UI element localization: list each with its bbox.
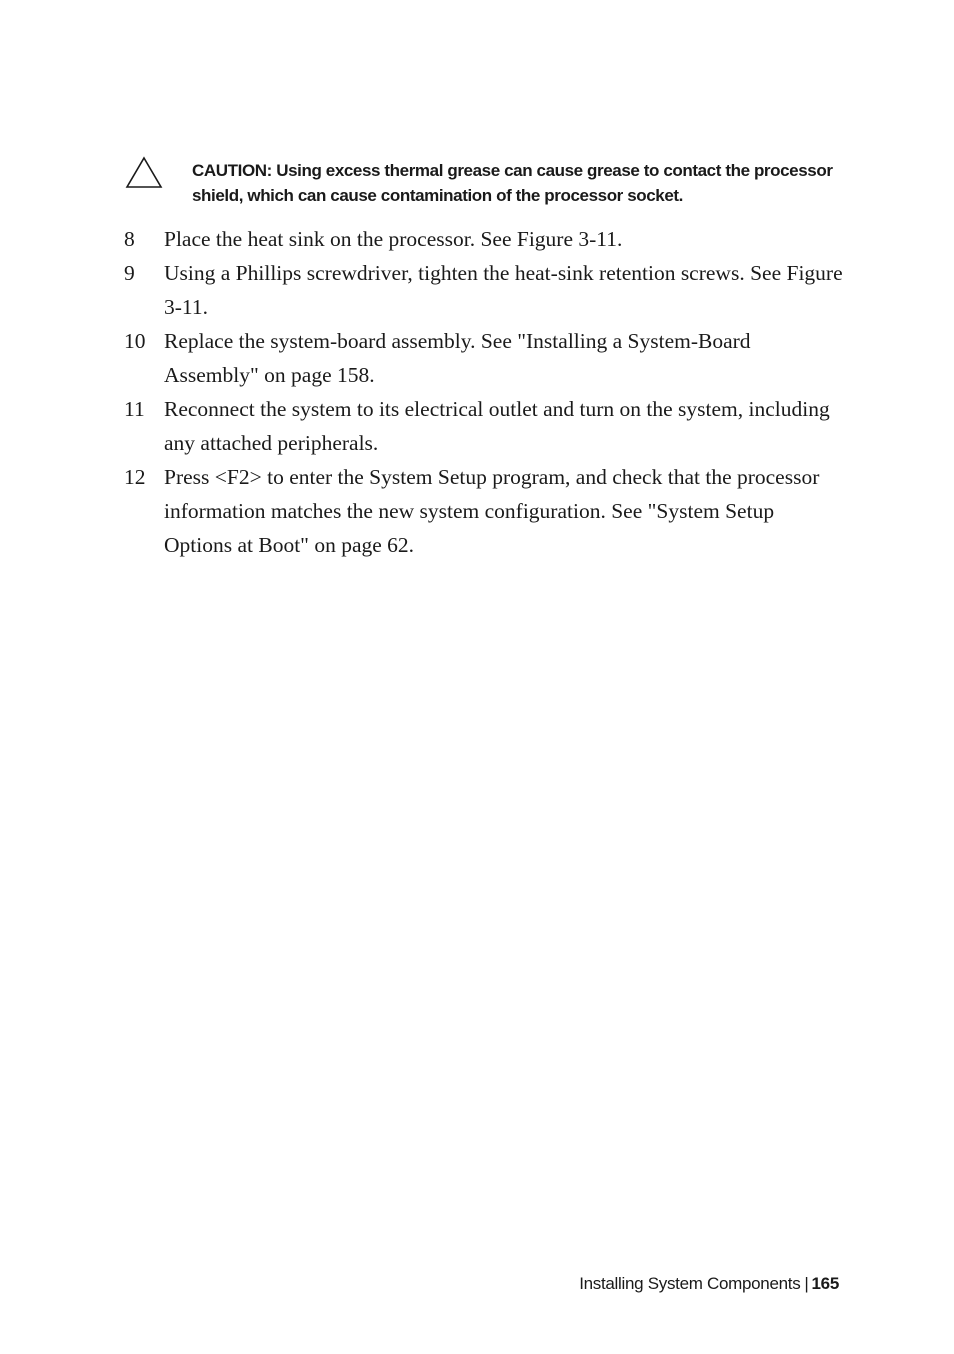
page-footer (579, 1272, 839, 1296)
procedure-steps (124, 222, 844, 562)
step-text: Place the heat sink on the processor. See Figure 3-11. (164, 227, 623, 251)
step-text: Using a Phillips screwdriver, tighten the heat-sink retention screws. See Figure 3-11. (164, 261, 843, 319)
step-item (124, 324, 844, 392)
step-text: Reconnect the system to its electrical outlet and turn on the system, including any attached peripherals. (164, 397, 830, 455)
step-number: 10 (124, 329, 146, 353)
footer-section-title: Installing System Components (579, 1274, 801, 1293)
caution-text: CAUTION: Using excess thermal grease can cause grease to contact the processor shield, which can cause contamination of the processor socket. (192, 161, 833, 205)
step-number: 9 (124, 261, 135, 285)
step-number: 8 (124, 227, 135, 251)
step-number: 12 (124, 465, 146, 489)
step-number: 11 (124, 397, 145, 421)
step-item (124, 256, 844, 324)
step-item (124, 392, 844, 460)
step-text: Press <F2> to enter the System Setup program, and check that the processor information matches the new system configuration. See "System Setup Options at Boot" on page 62. (164, 465, 820, 557)
step-item (124, 222, 844, 256)
step-text: Replace the system-board assembly. See "Installing a System-Board Assembly" on page 158. (164, 329, 751, 387)
step-item (124, 460, 844, 562)
caution-triangle-icon (124, 156, 164, 190)
page-number: 165 (811, 1274, 839, 1293)
footer-separator: | (804, 1274, 809, 1293)
